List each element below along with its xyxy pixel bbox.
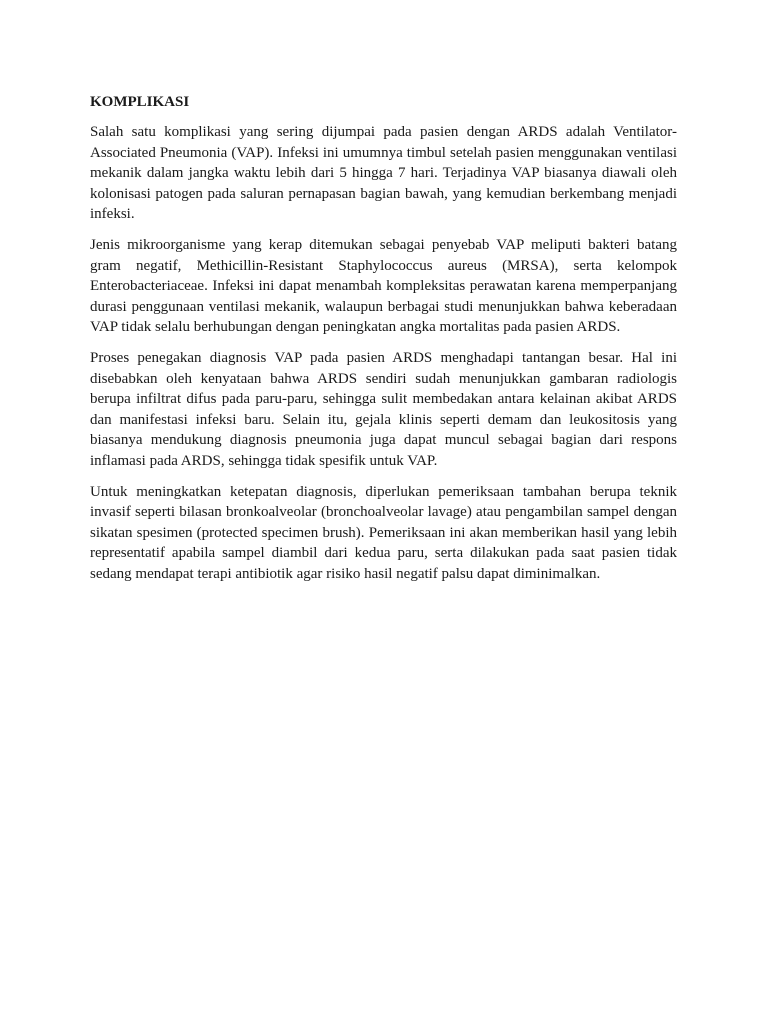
document-body — [90, 92, 677, 594]
section-heading: KOMPLIKASI — [90, 94, 190, 110]
paragraph-3: Proses penegakan diagnosis VAP pada pasien ARDS menghadapi tantangan besar. Hal ini disebabkan oleh kenyataan bahwa ARDS sendiri sudah menunjukkan gambaran radiologis berupa infiltrat difus pada paru-paru, sehingga sulit membedakan antara kelainan akibat ARDS dan manifestasi infeksi baru. Selain itu, gejala klinis seperti demam dan leukositosis yang biasanya mendukung diagnosis pneumonia juga dapat muncul sebagai bagian dari respons inflamasi pada ARDS, sehingga tidak spesifik untuk VAP. — [90, 349, 677, 469]
paragraph-4: Untuk meningkatkan ketepatan diagnosis, diperlukan pemeriksaan tambahan berupa teknik invasif seperti bilasan bronkoalveolar (bronchoalveolar lavage) atau pengambilan sampel dengan sikatan spesimen (protected specimen brush). Pemeriksaan ini akan memberikan hasil yang lebih representatif apabila sampel diambil dari kedua paru, serta dilakukan pada saat pasien tidak sedang mendapat terapi antibiotik agar risiko hasil negatif palsu dapat diminimalkan. — [90, 483, 677, 582]
paragraph-1: Salah satu komplikasi yang sering dijumpai pada pasien dengan ARDS adalah Ventilator-Associated Pneumonia (VAP). Infeksi ini umumnya timbul setelah pasien menggunakan ventilasi mekanik dalam jangka waktu lebih dari 5 hingga 7 hari. Terjadinya VAP biasanya diawali oleh kolonisasi patogen pada saluran pernapasan bagian bawah, yang kemudian berkembang menjadi infeksi. — [90, 124, 677, 223]
paragraph-2: Jenis mikroorganisme yang kerap ditemukan sebagai penyebab VAP meliputi bakteri batang gram negatif, Methicillin-Resistant Staphylococcus aureus (MRSA), serta kelompok Enterobacteriaceae. Infeksi ini dapat menambah kompleksitas perawatan karena memperpanjang durasi penggunaan ventilasi mekanik, walaupun berbagai studi menunjukkan bahwa keberadaan VAP tidak selalu berhubungan dengan peningkatan angka mortalitas pada pasien ARDS. — [90, 236, 677, 336]
